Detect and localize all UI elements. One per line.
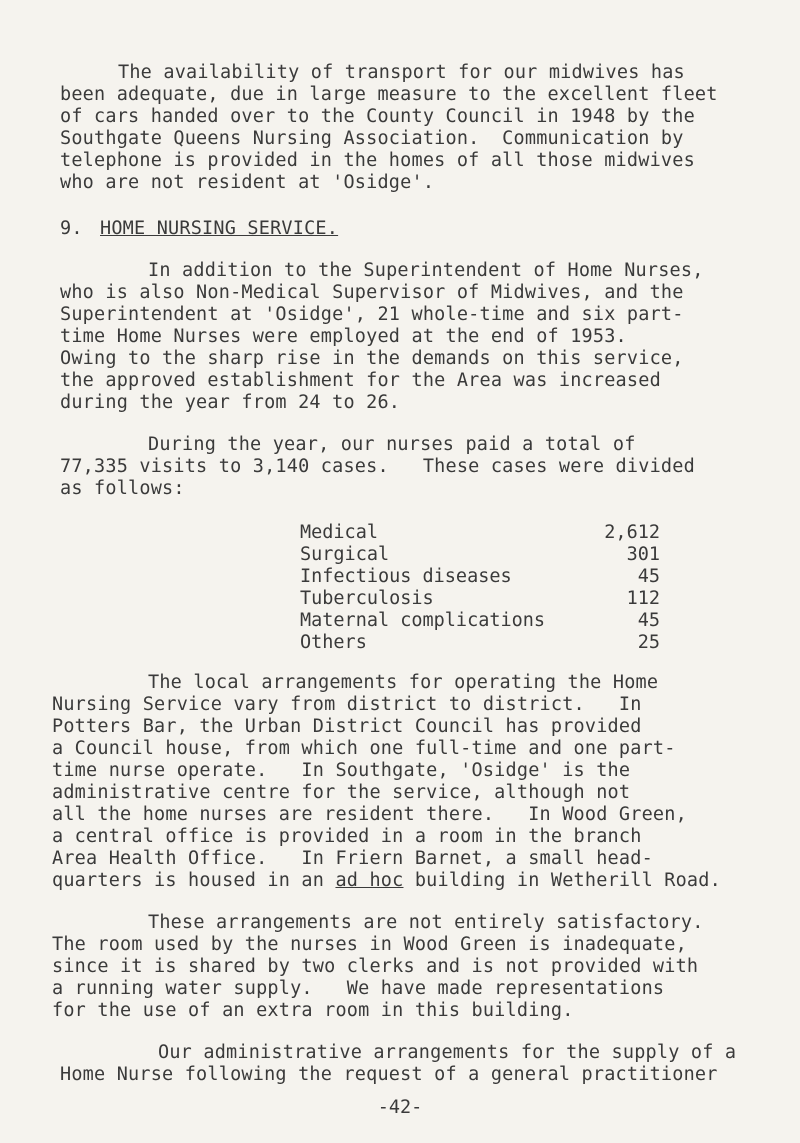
text-line: Southgate Queens Nursing Association. Communication by	[60, 128, 684, 149]
text-line: as follows:	[60, 478, 185, 499]
table-row	[300, 566, 660, 588]
table-row	[300, 610, 660, 632]
text-line: who is also Non-Medical Supervisor of Midwives, and the	[60, 282, 684, 303]
text-line: who are not resident at 'Osidge'.	[60, 172, 435, 193]
table-row	[300, 522, 660, 544]
table-row	[300, 544, 660, 566]
case-category: Medical	[300, 522, 378, 543]
text-line: Area Health Office. In Friern Barnet, a small head-	[52, 848, 653, 869]
text-line	[52, 872, 721, 891]
text-line: time nurse operate. In Southgate, 'Osidge' is the	[52, 760, 631, 781]
case-count: 25	[637, 632, 660, 653]
latin-phrase: ad hoc	[335, 870, 404, 891]
case-count: 2,612	[604, 522, 660, 543]
text-line: These arrangements are not entirely satisfactory.	[148, 912, 704, 933]
text-line: time Home Nurses were employed at the end of 1953.	[60, 326, 627, 347]
table-row	[300, 632, 660, 654]
text-line: of cars handed over to the County Council in 1948 by the	[60, 106, 695, 127]
text-line: 77,335 visits to 3,140 cases. These cases were divided	[60, 456, 695, 477]
case-category: Infectious diseases	[300, 566, 512, 587]
text-line: the approved establishment for the Area was increased	[60, 370, 661, 391]
case-category: Maternal complications	[300, 610, 546, 631]
text-line: administrative centre for the service, although not	[52, 782, 631, 803]
case-count: 301	[626, 544, 660, 565]
text-line: a Council house, from which one full-time and one part-	[52, 738, 676, 759]
text-line: for the use of an extra room in this building.	[52, 1000, 574, 1021]
table-row	[300, 588, 660, 610]
text-line: since it is shared by two clerks and is not provided with	[52, 956, 699, 977]
text-segment: quarters is housed in an	[52, 870, 336, 891]
text-line: Home Nurse following the request of a general practitioner	[60, 1064, 718, 1085]
text-line: Owing to the sharp rise in the demands on this service,	[60, 348, 684, 369]
text-line: The room used by the nurses in Wood Green is inadequate,	[52, 934, 687, 955]
case-count: 45	[637, 610, 660, 631]
text-line: Our administrative arrangements for the supply of a	[158, 1042, 737, 1063]
page-number: -42-	[377, 1097, 423, 1118]
text-line: all the home nurses are resident there. In Wood Green,	[52, 804, 687, 825]
text-line: Nursing Service vary from district to district. In	[52, 694, 642, 715]
text-line: The local arrangements for operating the Home	[148, 672, 659, 693]
text-line: Superintendent at 'Osidge', 21 whole-time and six part-	[60, 304, 684, 325]
text-line: Potters Bar, the Urban District Council has provided	[52, 716, 642, 737]
section-number: 9.	[60, 218, 83, 239]
text-segment: building in Wetherill Road.	[403, 870, 721, 891]
text-line: During the year, our nurses paid a total of	[148, 434, 636, 455]
text-line: been adequate, due in large measure to the excellent fleet	[60, 84, 718, 105]
case-count: 45	[637, 566, 660, 587]
text-line: a running water supply. We have made representations	[52, 978, 665, 999]
section-title: HOME NURSING SERVICE.	[100, 218, 339, 239]
case-category: Surgical	[300, 544, 390, 565]
text-line: during the year from 24 to 26.	[60, 392, 401, 413]
case-count: 112	[626, 588, 660, 609]
case-category: Others	[300, 632, 367, 653]
text-line: a central office is provided in a room in the branch	[52, 826, 642, 847]
case-category: Tuberculosis	[300, 588, 434, 609]
text-line: telephone is provided in the homes of all those midwives	[60, 150, 695, 171]
text-line: The availability of transport for our midwives has	[118, 62, 685, 83]
text-line: In addition to the Superintendent of Home Nurses,	[148, 260, 704, 281]
